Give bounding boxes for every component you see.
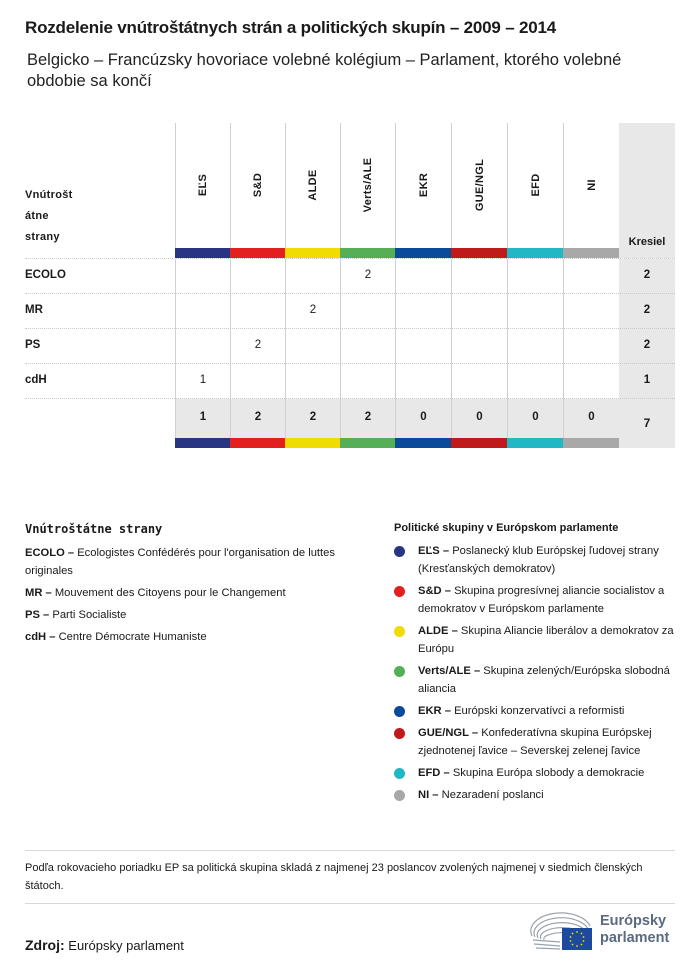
group-legend-item <box>394 582 684 618</box>
group-fullname: Európski konzervatívci a reformisti <box>454 705 625 717</box>
seat-cell <box>230 364 285 399</box>
group-color-bar <box>395 248 451 258</box>
seat-cell <box>230 294 285 329</box>
group-totals-row <box>175 399 619 438</box>
group-color-dot-icon <box>394 546 405 557</box>
seat-cell <box>395 294 451 329</box>
group-abbr: EĽS – <box>418 545 450 557</box>
seat-cell <box>340 329 395 364</box>
political-groups-legend-title: Politické skupiny v Európskom parlamente <box>394 522 619 534</box>
seat-cell <box>451 259 507 294</box>
seat-cell <box>175 259 230 294</box>
group-column-header <box>175 123 230 258</box>
group-legend-item <box>394 764 684 782</box>
group-column-header <box>563 123 619 258</box>
row-total: 1 <box>619 364 675 399</box>
seat-cell <box>507 259 563 294</box>
group-label: ALDE <box>307 169 319 201</box>
group-color-bar <box>230 438 285 448</box>
group-color-dot-icon <box>394 626 405 637</box>
row-header-label <box>25 185 73 248</box>
row-total: 2 <box>619 259 675 294</box>
source-value: Európsky parlament <box>68 938 184 953</box>
seat-cell <box>563 364 619 399</box>
seat-cell: 2 <box>285 294 340 329</box>
table-row <box>25 328 675 363</box>
divider <box>25 903 675 904</box>
group-color-bar <box>285 248 340 258</box>
seat-cell <box>563 259 619 294</box>
group-color-bar <box>451 248 507 258</box>
group-fullname: Poslanecký klub Európskej ľudovej strany (Kresťanských demokratov) <box>418 545 659 575</box>
party-name: MR <box>25 304 43 316</box>
seat-cell <box>451 294 507 329</box>
group-column-header <box>285 123 340 258</box>
row-header-line: strany <box>25 231 60 243</box>
group-label: S&D <box>252 172 264 198</box>
seat-cell <box>340 294 395 329</box>
group-total: 0 <box>507 399 563 438</box>
seat-cell <box>395 329 451 364</box>
group-total: 0 <box>563 399 619 438</box>
seat-cell <box>285 259 340 294</box>
party-abbr: PS – <box>25 609 50 621</box>
group-abbr: EFD – <box>418 767 450 779</box>
table-row <box>25 258 675 293</box>
group-color-bar <box>395 438 451 448</box>
group-column-header <box>395 123 451 258</box>
group-color-dot-icon <box>394 666 405 677</box>
party-legend-item <box>25 628 355 646</box>
seat-cell <box>451 364 507 399</box>
seat-cell: 2 <box>230 329 285 364</box>
group-legend-item <box>394 662 684 698</box>
group-total: 2 <box>230 399 285 438</box>
group-fullname: Nezaradení poslanci <box>441 789 544 801</box>
group-total: 2 <box>285 399 340 438</box>
group-color-bar <box>563 438 619 448</box>
group-color-bar <box>340 248 395 258</box>
party-abbr: cdH – <box>25 631 56 643</box>
group-column-header <box>451 123 507 258</box>
group-fullname: Skupina Aliancie liberálov a demokratov za Európu <box>418 625 674 655</box>
group-abbr: GUE/NGL – <box>418 727 479 739</box>
seat-cell <box>507 364 563 399</box>
group-abbr: ALDE – <box>418 625 458 637</box>
european-parliament-logo <box>530 912 680 954</box>
seat-cell <box>507 294 563 329</box>
group-legend-item <box>394 542 684 578</box>
party-abbr: ECOLO – <box>25 547 75 559</box>
row-header-line: átne <box>25 210 49 222</box>
group-color-bar <box>507 438 563 448</box>
party-name: cdH <box>25 374 47 386</box>
group-abbr: Verts/ALE – <box>418 665 481 677</box>
footnote: Podľa rokovacieho poriadku EP sa politická skupina skladá z najmenej 23 poslancov zvolených najmenej v siedmich členských štátoch. <box>25 862 643 892</box>
seat-cell <box>175 329 230 364</box>
parliament-hemicycle-icon <box>530 912 594 952</box>
political-groups-legend <box>394 522 684 808</box>
seat-cell: 1 <box>175 364 230 399</box>
row-total: 2 <box>619 329 675 364</box>
party-fullname: Mouvement des Citoyens pour le Changement <box>54 587 286 599</box>
group-label: Verts/ALE <box>362 157 374 213</box>
party-name: ECOLO <box>25 269 66 281</box>
group-color-bar <box>451 438 507 448</box>
national-parties-legend <box>25 522 355 650</box>
group-legend-item <box>394 786 684 804</box>
group-column-header <box>340 123 395 258</box>
group-label: GUE/NGL <box>473 158 486 212</box>
group-abbr: NI – <box>418 789 439 801</box>
group-fullname: Skupina zelených/Európska slobodná aliancia <box>418 665 670 695</box>
seat-cell <box>230 259 285 294</box>
group-abbr: S&D – <box>418 585 451 597</box>
national-parties-legend-title: Vnútroštátne strany <box>25 522 163 536</box>
row-total: 2 <box>619 294 675 329</box>
group-color-bar <box>175 248 230 258</box>
seat-cell <box>175 294 230 329</box>
group-color-bar <box>507 248 563 258</box>
group-label: NI <box>585 179 598 191</box>
group-color-dot-icon <box>394 706 405 717</box>
group-color-dot-icon <box>394 768 405 779</box>
group-fullname: Konfederatívna skupina Európskej zjednotenej ľavice – Severskej zelenej ľavice <box>418 727 652 757</box>
party-fullname: Ecologistes Confédérés pour l'organisation de luttes originales <box>25 547 335 577</box>
group-color-bar <box>230 248 285 258</box>
group-column-header <box>507 123 563 258</box>
group-color-bar <box>340 438 395 448</box>
seat-cell: 2 <box>340 259 395 294</box>
group-total: 2 <box>340 399 395 438</box>
group-color-bar <box>285 438 340 448</box>
party-fullname: Parti Socialiste <box>52 609 127 621</box>
group-column-header <box>230 123 285 258</box>
seat-cell <box>563 329 619 364</box>
logo-text-line2: parlament <box>600 930 670 946</box>
group-legend-item <box>394 724 684 760</box>
group-abbr: EKR – <box>418 705 451 717</box>
table-row <box>25 293 675 328</box>
group-fullname: Skupina Európa slobody a demokracie <box>452 767 645 779</box>
seat-cell <box>507 329 563 364</box>
group-color-dot-icon <box>394 586 405 597</box>
grand-total: 7 <box>619 399 675 448</box>
seat-cell <box>285 364 340 399</box>
seat-cell <box>395 259 451 294</box>
seat-cell <box>451 329 507 364</box>
group-total: 0 <box>395 399 451 438</box>
table-row <box>25 363 675 398</box>
logo-text-line1: Európsky <box>600 913 667 929</box>
party-legend-item <box>25 544 355 580</box>
group-color-bar <box>175 438 230 448</box>
group-total: 1 <box>175 399 230 438</box>
group-legend-item <box>394 702 684 720</box>
group-color-dot-icon <box>394 728 405 739</box>
party-legend-item <box>25 584 355 602</box>
group-color-dot-icon <box>394 790 405 801</box>
seat-cell <box>340 364 395 399</box>
group-label: EĽS <box>197 173 209 197</box>
group-label: EFD <box>529 173 542 197</box>
page-subtitle: Belgicko – Francúzsky hovoriace volebné kolégium – Parlament, ktorého volebné obdobie sa končí <box>27 51 622 90</box>
group-legend-item <box>394 622 684 658</box>
party-legend-item <box>25 606 355 624</box>
divider <box>25 850 675 851</box>
source-line <box>25 937 184 953</box>
party-name: PS <box>25 339 41 351</box>
group-color-bar <box>563 248 619 258</box>
party-fullname: Centre Démocrate Humaniste <box>58 631 207 643</box>
group-total: 0 <box>451 399 507 438</box>
seats-column-header <box>619 123 675 258</box>
seats-header-label: Kresiel <box>628 236 666 248</box>
group-fullname: Skupina progresívnej aliancie socialistov a demokratov v Európskom parlamente <box>418 585 665 615</box>
source-label: Zdroj: <box>25 937 65 953</box>
seat-cell <box>395 364 451 399</box>
row-header-line: Vnútrošt <box>25 189 73 201</box>
group-label: EKR <box>417 172 430 198</box>
seat-cell <box>563 294 619 329</box>
page-title: Rozdelenie vnútroštátnych strán a politických skupín – 2009 – 2014 <box>25 18 556 37</box>
seat-cell <box>285 329 340 364</box>
party-abbr: MR – <box>25 587 52 599</box>
